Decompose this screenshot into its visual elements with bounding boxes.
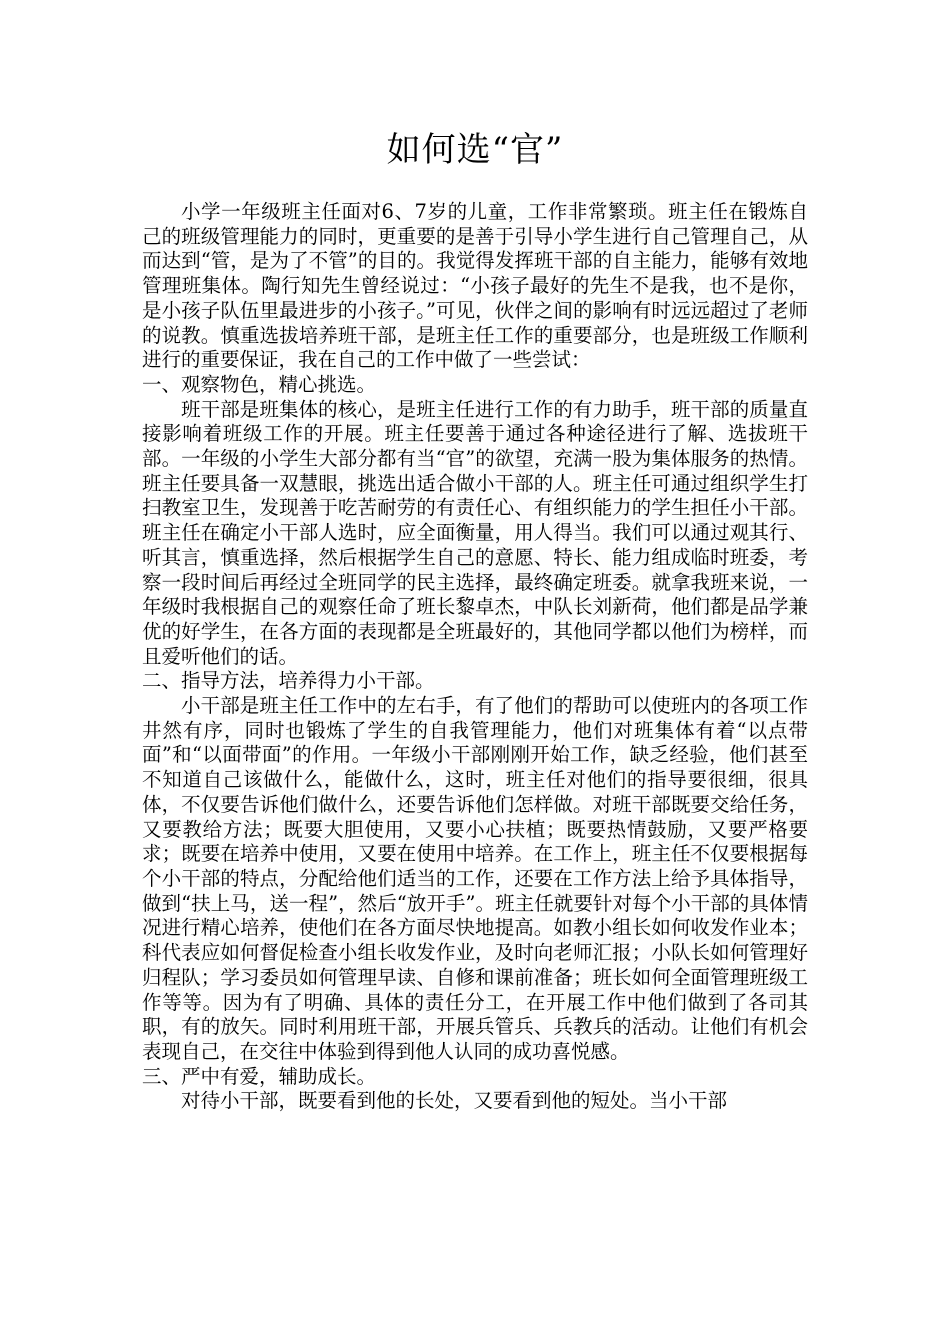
section-3-paragraph: 对待小干部，既要看到他的长处，又要看到他的短处。当小干部 [181, 1089, 728, 1113]
intro-paragraph: 小学一年级班主任面对6、7岁的儿童，工作非常繁琐。班主任在锻炼自己的班级管理能力的同时，更重要的是善于引导小学生进行自己管理自己，从而达到“管，是为了不管”的目的。我觉得发挥班干部的自主能力，能够有效地管理班集体。陶行知先生曾经说过：“小孩子最好的先生不是我，也不是你，是小孩子队伍里最进步的小孩子。”可见，伙伴之间的影响有时远远超过了老师的说教。慎重选拔培养班干部，是班主任工作的重要部分，也是班级工作顺利进行的重要保证，我在自己的工作中做了一些尝试： [142, 200, 808, 372]
section-heading-3: 三、严中有爱，辅助成长。 [142, 1064, 377, 1088]
document-body [142, 200, 808, 1114]
section-2-paragraph: 小干部是班主任工作中的左右手，有了他们的帮助可以使班内的各项工作井然有序，同时也锻炼了学生的自我管理能力，他们对班集体有着“以点带面”和“以面带面”的作用。一年级小干部刚刚开始工作，缺乏经验，他们甚至不知道自己该做什么，能做什么，这时，班主任对他们的指导要很细，很具体，不仅要告诉他们做什么，还要告诉他们怎样做。对班干部既要交给任务，又要教给方法；既要大胆使用，又要小心扶植；既要热情鼓励，又要严格要求；既要在培养中使用，又要在使用中培养。在工作上，班主任不仅要根据每个小干部的特点，分配给他们适当的工作，还要在工作方法上给予具体指导，做到“扶上马，送一程”，然后“放开手”。班主任就要针对每个小干部的具体情况进行精心培养，使他们在各方面尽快地提高。如教小组长如何收发作业本；科代表应如何督促检查小组长收发作业，及时向老师汇报；小队长如何管理好归程队；学习委员如何管理早读、自修和课前准备；班长如何全面管理班级工作等等。因为有了明确、具体的责任分工，在开展工作中他们做到了各司其职，有的放矢。同时利用班干部，开展兵管兵、兵教兵的活动。让他们有机会表现自己，在交往中体验到得到他人认同的成功喜悦感。 [142, 694, 808, 1063]
section-1-paragraph: 班干部是班集体的核心，是班主任进行工作的有力助手，班干部的质量直接影响着班级工作的开展。班主任要善于通过各种途径进行了解、选拔班干部。一年级的小学生大部分都有当“官”的欲望，充满一股为集体服务的热情。班主任要具备一双慧眼，挑选出适合做小干部的人。班主任可通过组织学生打扫教室卫生，发现善于吃苦耐劳的有责任心、有组织能力的学生担任小干部。班主任在确定小干部人选时，应全面衡量，用人得当。我们可以通过观其行、听其言，慎重选择，然后根据学生自己的意愿、特长、能力组成临时班委，考察一段时间后再经过全班同学的民主选择，最终确定班委。就拿我班来说，一年级时我根据自己的观察任命了班长黎卓杰，中队长刘新荷，他们都是品学兼优的好学生，在各方面的表现都是全班最好的，其他同学都以他们为榜样，而且爱听他们的话。 [142, 397, 808, 668]
section-heading-1: 一、观察物色，精心挑选。 [142, 372, 377, 396]
document-title: 如何选“官” [386, 130, 564, 170]
section-heading-2: 二、指导方法，培养得力小干部。 [142, 669, 435, 693]
